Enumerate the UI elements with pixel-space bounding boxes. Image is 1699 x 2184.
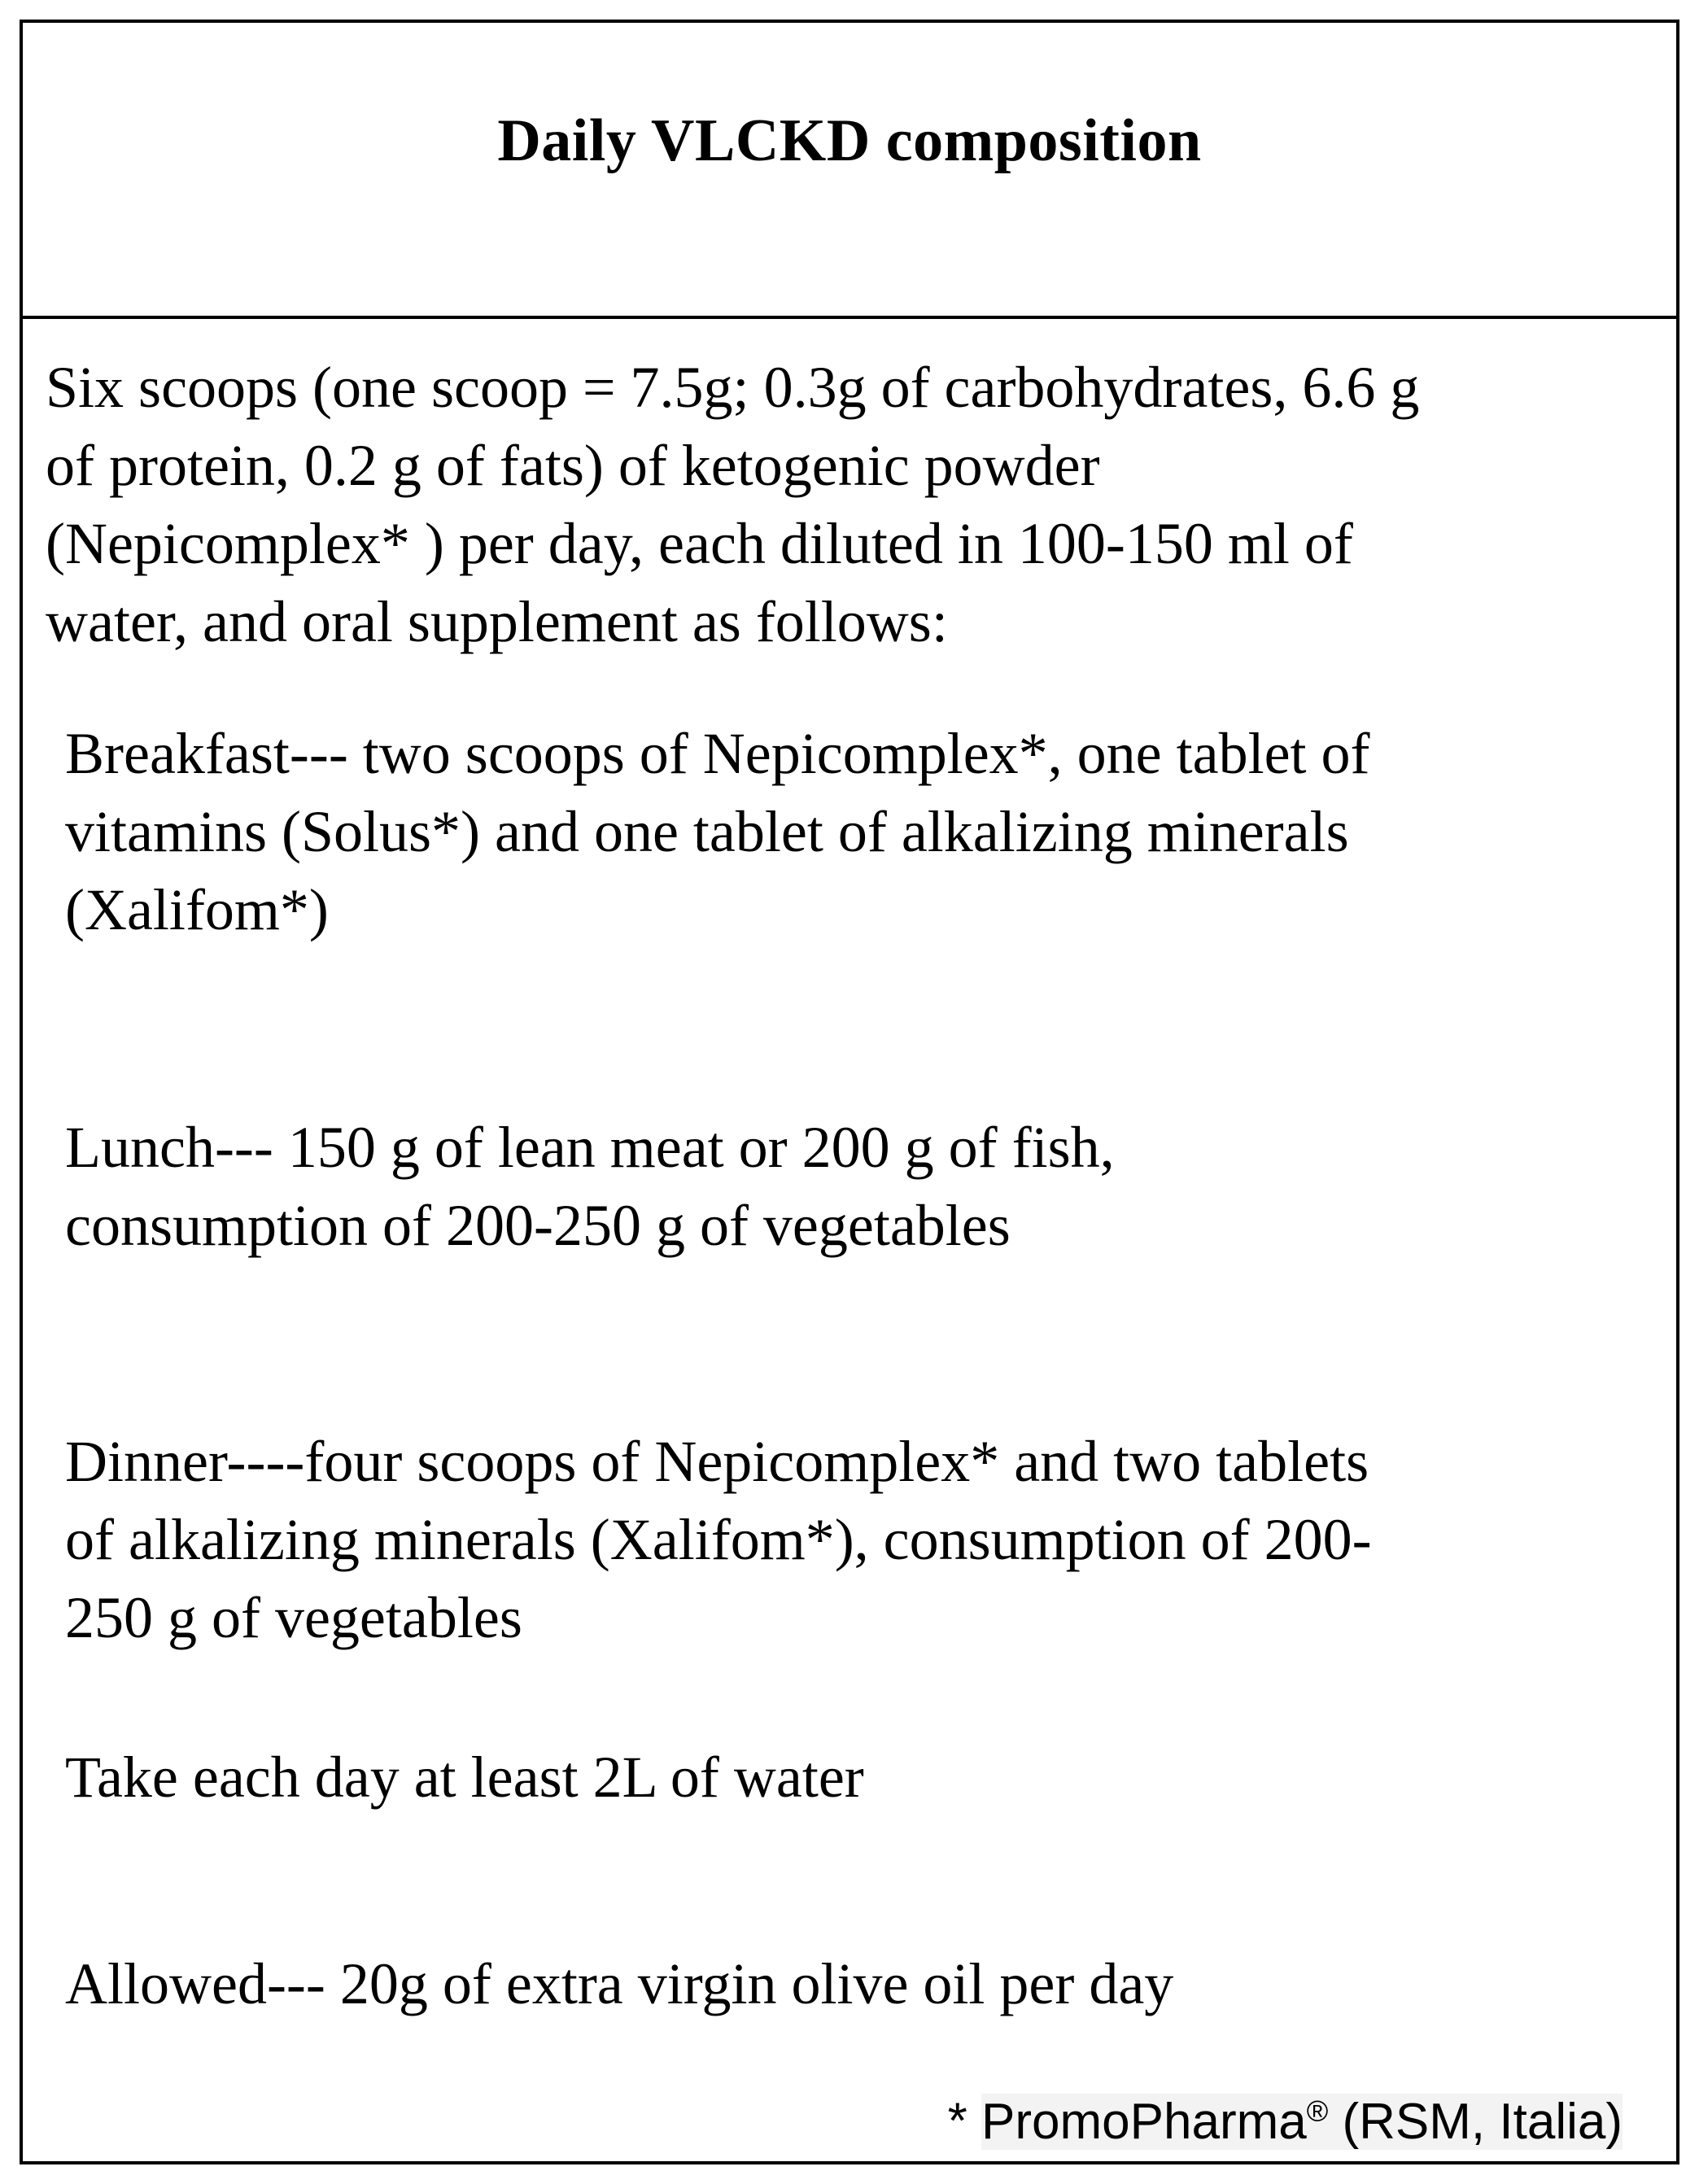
footnote-origin: (RSM, Italia) [1342, 2094, 1623, 2150]
footnote-marker: * [947, 2094, 967, 2150]
water-paragraph: Take each day at least 2L of water [65, 1745, 864, 1810]
registered-mark: ® [1306, 2094, 1329, 2128]
allowed-paragraph: Allowed--- 20g of extra virgin olive oil per day [65, 1951, 1174, 2016]
lunch-paragraph: Lunch--- 150 g of lean meat or 200 g of fish, consumption of 200-250 g of vegetables [65, 1115, 1115, 1258]
table-body-cell [23, 319, 1676, 2161]
composition-table [20, 20, 1679, 2164]
intro-paragraph: Six scoops (one scoop = 7.5g; 0.3g of carbohydrates, 6.6 g of protein, 0.2 g of fats) of ketogenic powder (Nepicomplex* ) per day, each diluted in 100-150 ml of water, and oral supplement as follows: [46, 355, 1420, 654]
table-header-cell [23, 23, 1676, 319]
dinner-paragraph: Dinner----four scoops of Nepicomplex* and two tablets of alkalizing minerals (Xalifom*), consumption of 200- 250 g of vegetables [65, 1429, 1372, 1650]
table-title: Daily VLCKD composition [497, 107, 1202, 174]
footnote-brand-box [981, 2094, 1623, 2150]
footnote [941, 2078, 1629, 2155]
breakfast-paragraph: Breakfast--- two scoops of Nepicomplex*, one tablet of vitamins (Solus*) and one tablet of alkalizing minerals (Xalifom*) [65, 721, 1370, 942]
footnote-brand: PromoPharma [981, 2094, 1307, 2150]
